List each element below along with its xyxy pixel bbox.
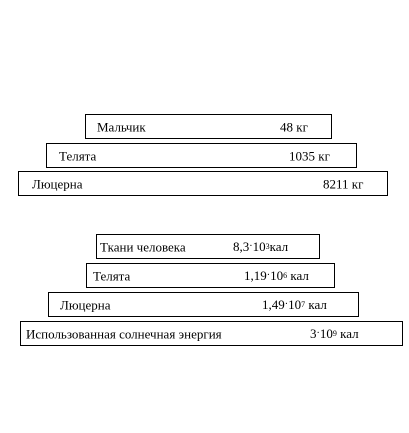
pyramid-level-alfalfa <box>48 292 359 317</box>
level-value: $8,3\cdot 10^3кал$ <box>233 238 289 254</box>
pyramid-level-boy <box>85 114 332 139</box>
level-label: Использованная солнечная энергия <box>26 326 222 341</box>
level-label: Телята <box>93 268 131 283</box>
level-value: 8211 кг <box>323 176 364 191</box>
pyramid-level-alfalfa <box>18 171 388 196</box>
pyramid-level-solar-energy <box>20 321 403 346</box>
level-value: 48 кг <box>280 119 308 134</box>
level-label: Ткани человека <box>100 239 186 254</box>
level-label: Люцерна <box>32 176 83 191</box>
level-value: $1,19\cdot 10^6$ кал <box>244 267 309 283</box>
level-label: Мальчик <box>97 119 146 134</box>
pyramid-level-calves <box>86 263 335 288</box>
level-value: 1035 кг <box>289 148 330 163</box>
pyramid-level-human-tissue <box>96 234 320 259</box>
level-label: Телята <box>59 148 97 163</box>
level-label: Люцерна <box>60 297 111 312</box>
pyramid-level-calves <box>46 143 357 168</box>
level-value: $1,49\cdot 10^7$ кал <box>262 296 327 312</box>
level-value: $3\cdot 10^9$ кал <box>310 325 359 341</box>
